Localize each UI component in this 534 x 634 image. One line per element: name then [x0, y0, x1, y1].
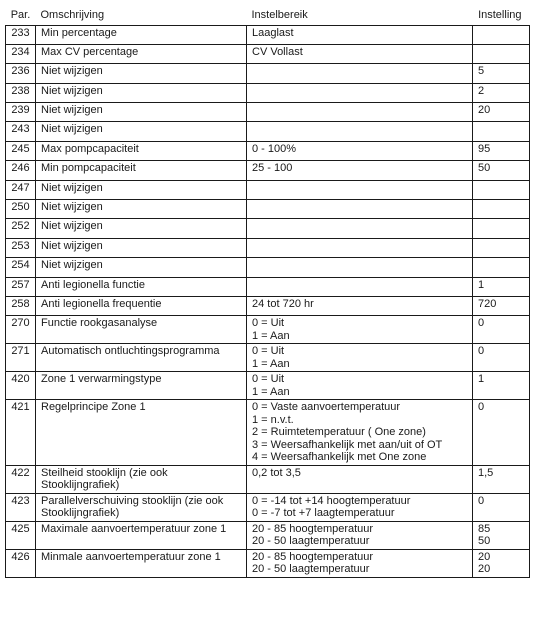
table-row — [6, 277, 530, 296]
cell-par: 254 — [6, 258, 36, 277]
header-par: Par. — [6, 8, 36, 25]
cell-range-line: 1 = n.v.t. — [252, 413, 294, 426]
cell-range-line: 0 = Uit — [252, 373, 285, 386]
cell-description — [36, 83, 247, 102]
cell-range-line: 0,2 tot 3,5 — [252, 466, 301, 479]
cell-par: 243 — [6, 122, 36, 141]
table-row — [6, 238, 530, 257]
table-row — [6, 549, 530, 577]
cell-setting — [473, 493, 530, 521]
cell-setting — [473, 141, 530, 160]
table-row — [6, 141, 530, 160]
cell-description-line: Maximale aanvoertemperatuur zone 1 — [41, 522, 227, 535]
cell-description-line: Min percentage — [41, 26, 117, 39]
cell-range-line: 0 = Uit — [252, 317, 285, 330]
cell-range — [247, 219, 473, 238]
cell-setting-line: 1,5 — [478, 466, 494, 479]
cell-par: 422 — [6, 465, 36, 493]
cell-setting — [473, 64, 530, 83]
cell-range — [247, 493, 473, 521]
cell-description-line: Stooklijngrafiek) — [41, 507, 120, 520]
cell-range — [247, 400, 473, 466]
cell-setting-line: 1 — [478, 278, 485, 291]
cell-description-line: Steilheid stooklijn (zie ook — [41, 466, 168, 479]
cell-range — [247, 200, 473, 219]
parameter-table — [5, 8, 530, 578]
cell-par: 420 — [6, 372, 36, 400]
cell-setting — [473, 344, 530, 372]
cell-setting — [473, 521, 530, 549]
cell-description — [36, 200, 247, 219]
cell-description — [36, 141, 247, 160]
cell-setting — [473, 238, 530, 257]
cell-description — [36, 296, 247, 315]
cell-par: 257 — [6, 277, 36, 296]
cell-range — [247, 549, 473, 577]
cell-setting-line: 0 — [478, 345, 485, 358]
table-row — [6, 180, 530, 199]
cell-description — [36, 122, 247, 141]
cell-setting — [473, 161, 530, 180]
cell-setting — [473, 296, 530, 315]
cell-par: 236 — [6, 64, 36, 83]
cell-setting-line: 0 — [478, 401, 485, 414]
cell-description — [36, 258, 247, 277]
cell-range — [247, 372, 473, 400]
cell-description-line: Niet wijzigen — [41, 201, 103, 214]
cell-description-line: Stooklijngrafiek) — [41, 479, 120, 492]
cell-range-line: 20 - 50 laagtemperatuur — [252, 535, 370, 548]
cell-range — [247, 44, 473, 63]
cell-description-line: Minmale aanvoertemperatuur zone 1 — [41, 550, 221, 563]
cell-range — [247, 258, 473, 277]
cell-par: 426 — [6, 549, 36, 577]
cell-description-line: Anti legionella frequentie — [41, 297, 162, 310]
cell-range-line: 0 - 100% — [252, 142, 297, 155]
table-row — [6, 219, 530, 238]
header-row — [6, 8, 530, 25]
cell-par: 247 — [6, 180, 36, 199]
cell-setting — [473, 44, 530, 63]
table-row — [6, 25, 530, 44]
cell-range — [247, 141, 473, 160]
cell-range-line: 20 - 85 hoogtemperatuur — [252, 522, 374, 535]
cell-range — [247, 316, 473, 344]
cell-setting — [473, 549, 530, 577]
table-row — [6, 44, 530, 63]
cell-description — [36, 238, 247, 257]
parameter-table-container — [5, 8, 529, 578]
cell-description — [36, 372, 247, 400]
cell-description — [36, 521, 247, 549]
table-row — [6, 83, 530, 102]
cell-par: 233 — [6, 25, 36, 44]
cell-range — [247, 180, 473, 199]
cell-description-line: Niet wijzigen — [41, 104, 103, 117]
cell-setting-line: 50 — [478, 535, 491, 548]
table-row — [6, 400, 530, 466]
table-row — [6, 64, 530, 83]
cell-setting — [473, 25, 530, 44]
cell-range — [247, 465, 473, 493]
cell-range — [247, 238, 473, 257]
cell-description — [36, 103, 247, 122]
cell-description — [36, 344, 247, 372]
cell-range — [247, 103, 473, 122]
cell-setting-line: 50 — [478, 162, 491, 175]
cell-par: 238 — [6, 83, 36, 102]
cell-range — [247, 296, 473, 315]
cell-par: 239 — [6, 103, 36, 122]
cell-range — [247, 122, 473, 141]
cell-par: 425 — [6, 521, 36, 549]
cell-par: 423 — [6, 493, 36, 521]
cell-setting-line: 20 — [478, 563, 491, 576]
cell-setting-line: 85 — [478, 522, 491, 535]
cell-description-line: Zone 1 verwarmingstype — [41, 373, 162, 386]
cell-range — [247, 161, 473, 180]
cell-range-line: 25 - 100 — [252, 162, 293, 175]
cell-description — [36, 277, 247, 296]
cell-description-line: Automatisch ontluchtingsprogramma — [41, 345, 220, 358]
table-row — [6, 521, 530, 549]
cell-setting — [473, 400, 530, 466]
table-row — [6, 344, 530, 372]
cell-description-line: Niet wijzigen — [41, 259, 103, 272]
cell-setting-line: 95 — [478, 142, 491, 155]
cell-par: 270 — [6, 316, 36, 344]
cell-par: 250 — [6, 200, 36, 219]
cell-range-line: 1 = Aan — [252, 385, 290, 398]
cell-setting-line: 20 — [478, 104, 491, 117]
cell-description-line: Min pompcapaciteit — [41, 162, 136, 175]
cell-description-line: Niet wijzigen — [41, 239, 103, 252]
cell-description — [36, 180, 247, 199]
cell-range-line: 0 = -14 tot +14 hoogtemperatuur — [252, 494, 411, 507]
cell-par: 271 — [6, 344, 36, 372]
cell-description-line: Functie rookgasanalyse — [41, 317, 158, 330]
cell-range-line: 0 = Uit — [252, 345, 285, 358]
table-row — [6, 465, 530, 493]
cell-description — [36, 161, 247, 180]
cell-description — [36, 219, 247, 238]
cell-description-line: Niet wijzigen — [41, 65, 103, 78]
table-row — [6, 258, 530, 277]
cell-setting — [473, 122, 530, 141]
cell-par: 421 — [6, 400, 36, 466]
cell-description — [36, 549, 247, 577]
table-body — [6, 25, 530, 577]
cell-range-line: CV Vollast — [252, 45, 303, 58]
table-row — [6, 316, 530, 344]
table-row — [6, 200, 530, 219]
cell-range-line: 1 = Aan — [252, 329, 290, 342]
cell-setting — [473, 372, 530, 400]
cell-range — [247, 83, 473, 102]
cell-description-line: Max pompcapaciteit — [41, 142, 139, 155]
cell-description-line: Niet wijzigen — [41, 181, 103, 194]
cell-setting — [473, 277, 530, 296]
cell-description — [36, 493, 247, 521]
table-row — [6, 296, 530, 315]
cell-setting — [473, 219, 530, 238]
cell-description — [36, 465, 247, 493]
cell-description — [36, 400, 247, 466]
cell-par: 245 — [6, 141, 36, 160]
cell-description-line: Max CV percentage — [41, 45, 139, 58]
cell-range-line: 0 = Vaste aanvoertemperatuur — [252, 401, 401, 414]
cell-par: 246 — [6, 161, 36, 180]
cell-range — [247, 344, 473, 372]
table-row — [6, 493, 530, 521]
cell-setting-line: 1 — [478, 373, 485, 386]
cell-par: 234 — [6, 44, 36, 63]
cell-description — [36, 44, 247, 63]
cell-range-line: 24 tot 720 hr — [252, 297, 314, 310]
cell-range-line: 4 = Weersafhankelijk met One zone — [252, 451, 427, 464]
cell-setting-line: 0 — [478, 317, 485, 330]
cell-range-line: 2 = Ruimtetemperatuur ( One zone) — [252, 426, 426, 439]
cell-range — [247, 277, 473, 296]
cell-setting — [473, 465, 530, 493]
cell-description — [36, 316, 247, 344]
header-range: Instelbereik — [247, 8, 473, 25]
cell-setting-line: 720 — [478, 297, 497, 310]
cell-setting — [473, 316, 530, 344]
cell-setting — [473, 200, 530, 219]
cell-par: 252 — [6, 219, 36, 238]
cell-description — [36, 64, 247, 83]
cell-setting — [473, 83, 530, 102]
cell-description — [36, 25, 247, 44]
cell-setting — [473, 258, 530, 277]
cell-range-line: Laaglast — [252, 26, 294, 39]
table-row — [6, 161, 530, 180]
cell-range-line: 0 = -7 tot +7 laagtemperatuur — [252, 507, 395, 520]
cell-setting — [473, 180, 530, 199]
header-setting: Instelling — [473, 8, 530, 25]
cell-par: 258 — [6, 296, 36, 315]
cell-par: 253 — [6, 238, 36, 257]
table-row — [6, 372, 530, 400]
cell-description-line: Parallelverschuiving stooklijn (zie ook — [41, 494, 224, 507]
cell-setting — [473, 103, 530, 122]
cell-range-line: 3 = Weersafhankelijk met aan/uit of OT — [252, 438, 443, 451]
cell-description-line: Anti legionella functie — [41, 278, 145, 291]
cell-description-line: Niet wijzigen — [41, 84, 103, 97]
cell-range — [247, 25, 473, 44]
table-row — [6, 122, 530, 141]
cell-range — [247, 521, 473, 549]
cell-range-line: 20 - 85 hoogtemperatuur — [252, 550, 374, 563]
cell-description-line: Niet wijzigen — [41, 220, 103, 233]
table-row — [6, 103, 530, 122]
cell-description-line: Niet wijzigen — [41, 123, 103, 136]
cell-range-line: 1 = Aan — [252, 357, 290, 370]
cell-range — [247, 64, 473, 83]
cell-setting-line: 20 — [478, 550, 491, 563]
cell-setting-line: 2 — [478, 84, 485, 97]
cell-range-line: 20 - 50 laagtemperatuur — [252, 563, 370, 576]
cell-description-line: Regelprincipe Zone 1 — [41, 401, 146, 414]
cell-setting-line: 0 — [478, 494, 485, 507]
cell-setting-line: 5 — [478, 65, 485, 78]
header-description: Omschrijving — [36, 8, 247, 25]
